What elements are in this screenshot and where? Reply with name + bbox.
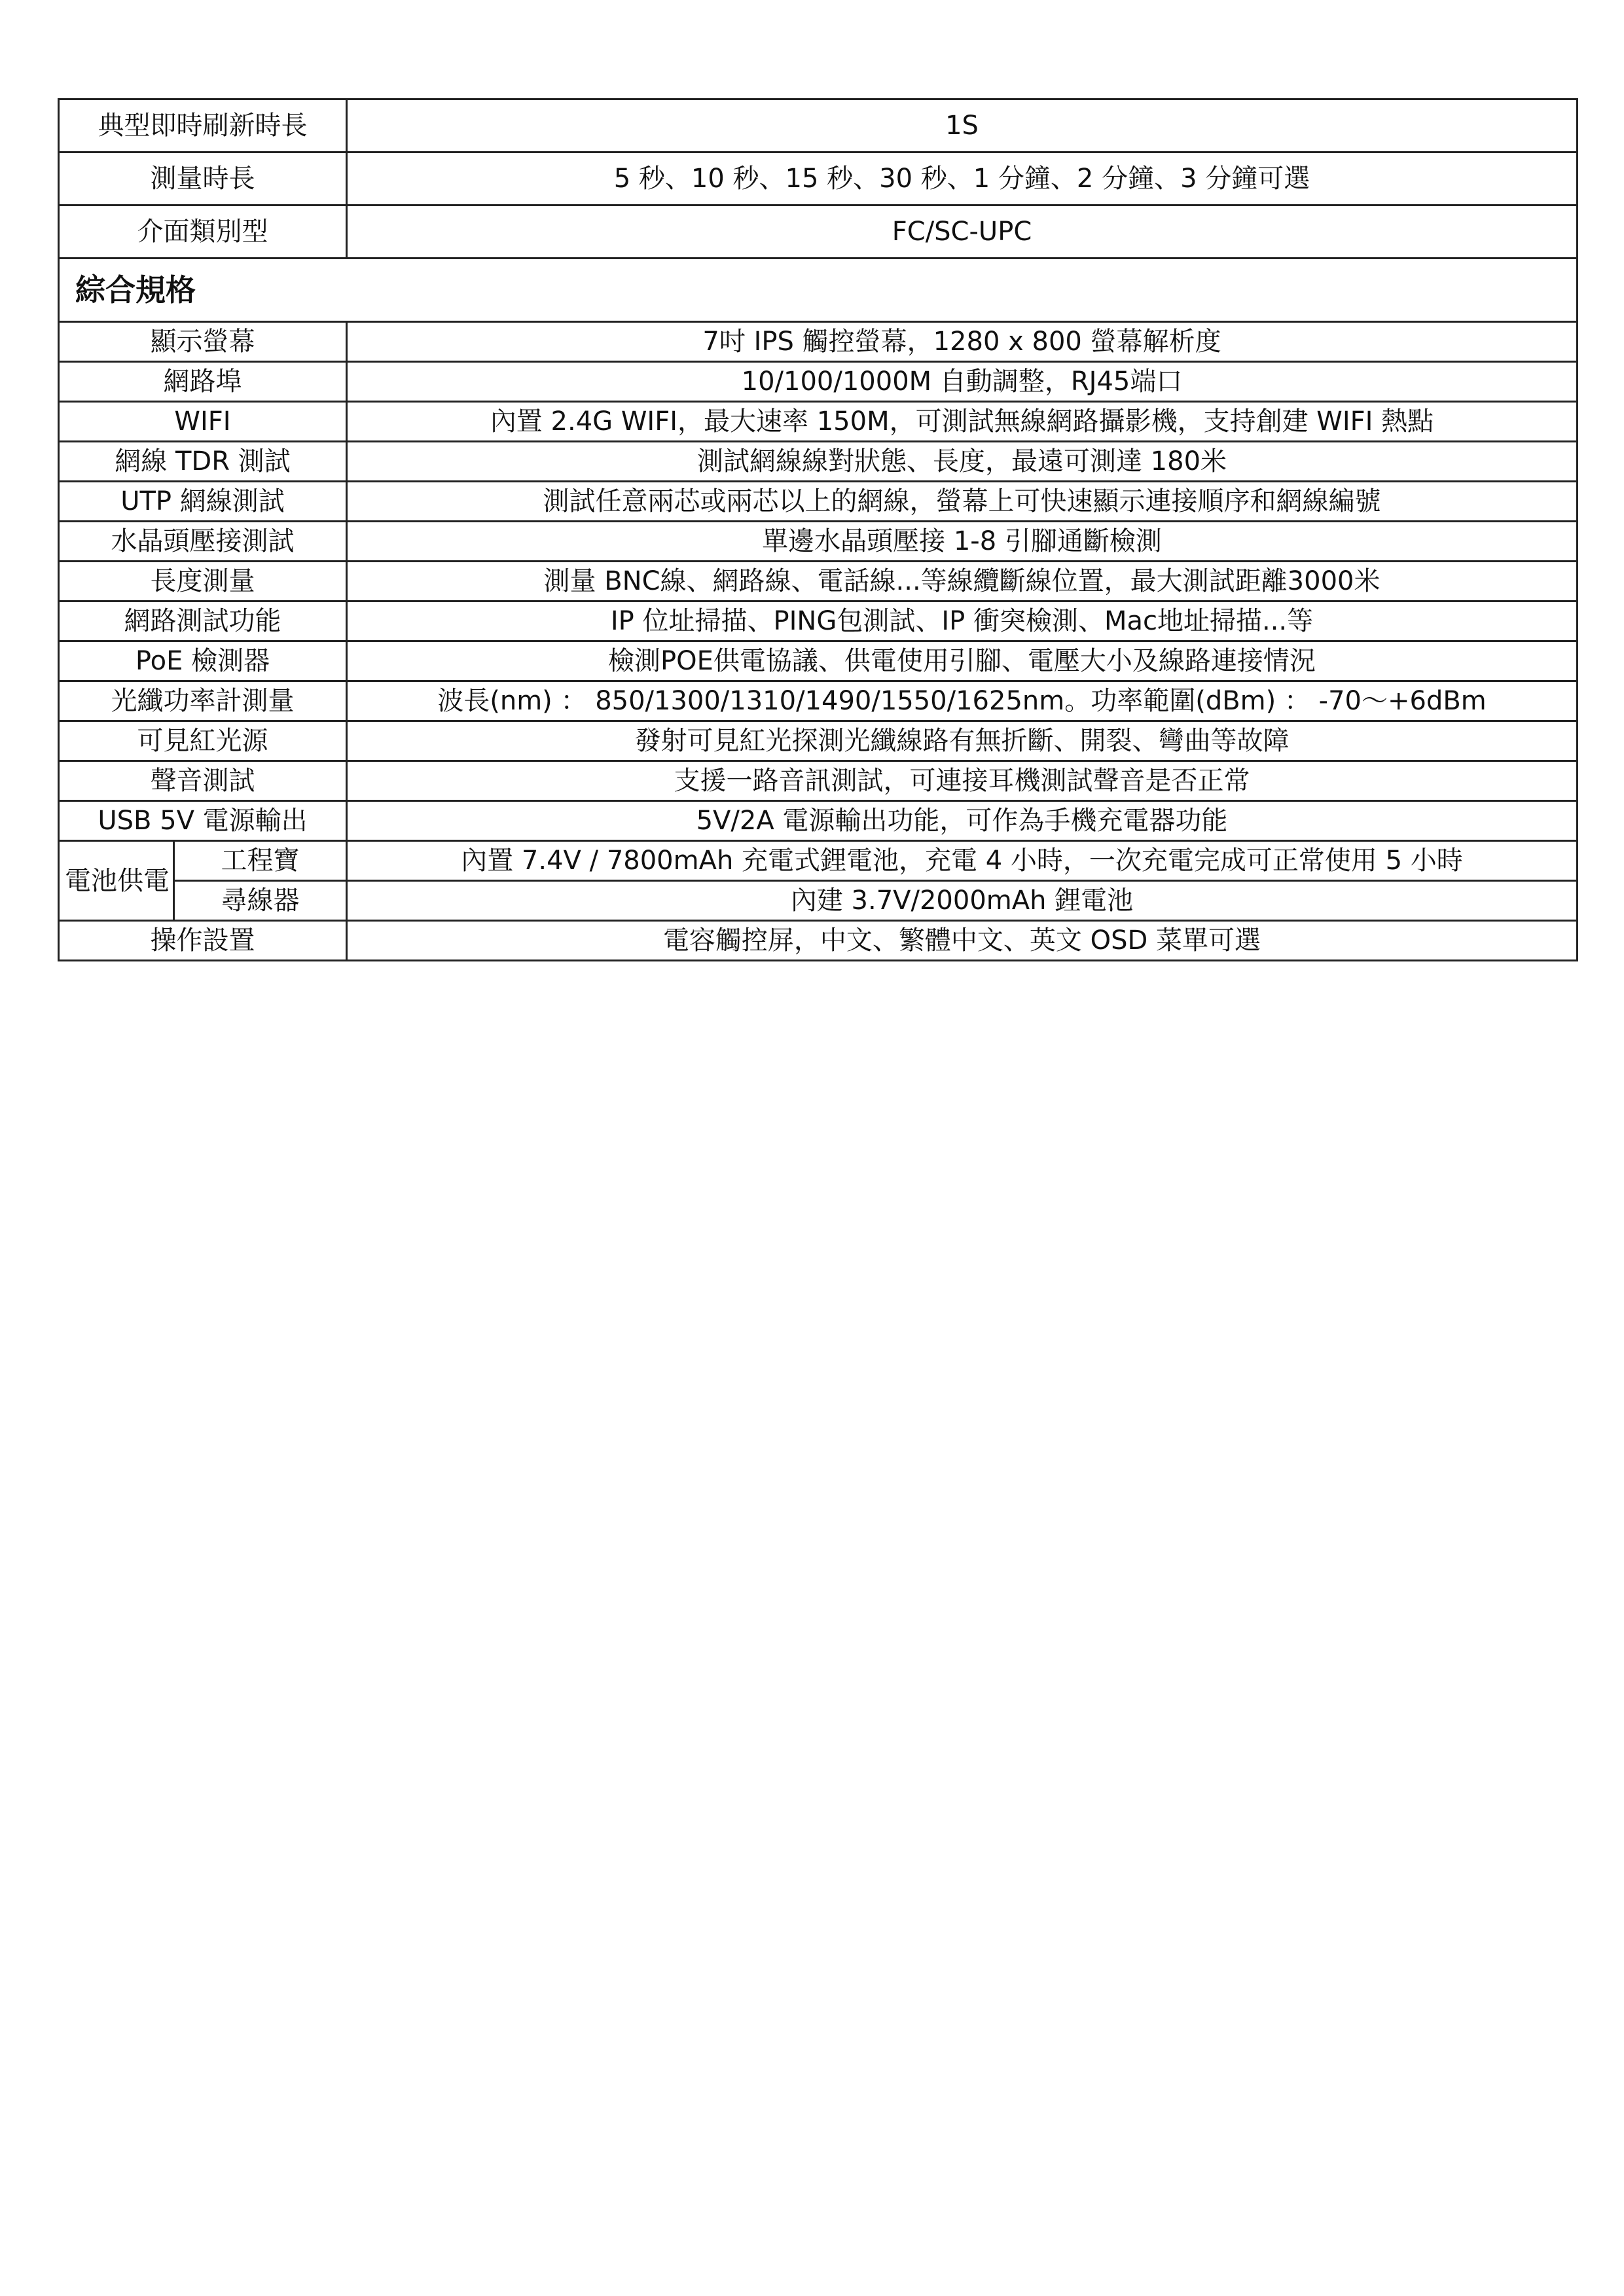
spec-value: 波長(nm) ： 850/1300/1310/1490/1550/1625nm。功率範圍(dBm) ： -70～+6dBm	[347, 681, 1578, 721]
spec-label: 網線 TDR 測試	[59, 442, 347, 482]
table-row	[59, 641, 1578, 681]
table-row	[59, 841, 1578, 881]
table-row	[59, 206, 1578, 259]
spec-value: 發射可見紅光探測光纖線路有無折斷、開裂、彎曲等故障	[347, 721, 1578, 761]
table-row	[59, 322, 1578, 362]
spec-value: 1S	[347, 99, 1578, 152]
table-row	[59, 442, 1578, 482]
table-row	[59, 562, 1578, 601]
spec-label: 操作設置	[59, 921, 347, 961]
spec-value: 10/100/1000M 自動調整，RJ45端口	[347, 362, 1578, 402]
spec-sublabel: 工程寶	[174, 841, 347, 881]
table-row	[59, 761, 1578, 801]
table-row	[59, 482, 1578, 522]
spec-label: 測量時長	[59, 152, 347, 206]
spec-label: WIFI	[59, 402, 347, 442]
spec-value: 7吋 IPS 觸控螢幕，1280 x 800 螢幕解析度	[347, 322, 1578, 362]
table-row	[59, 681, 1578, 721]
table-row	[59, 601, 1578, 641]
spec-label: 介面類別型	[59, 206, 347, 259]
spec-value: 電容觸控屏，中文、繁體中文、英文 OSD 菜單可選	[347, 921, 1578, 961]
spec-table	[58, 98, 1578, 961]
spec-value: 測試任意兩芯或兩芯以上的網線，螢幕上可快速顯示連接順序和網線編號	[347, 482, 1578, 522]
spec-label: 聲音測試	[59, 761, 347, 801]
spec-value: 測量 BNC線、網路線、電話線...等線纜斷線位置，最大測試距離3000米	[347, 562, 1578, 601]
spec-label: 可見紅光源	[59, 721, 347, 761]
table-row	[59, 99, 1578, 152]
spec-value: 檢測POE供電協議、供電使用引腳、電壓大小及線路連接情況	[347, 641, 1578, 681]
spec-label: 網路埠	[59, 362, 347, 402]
table-row	[59, 921, 1578, 961]
spec-label: 長度測量	[59, 562, 347, 601]
spec-value: 內置 2.4G WIFI，最大速率 150M，可測試無線網路攝影機，支持創建 WIFI 熱點	[347, 402, 1578, 442]
spec-value: FC/SC-UPC	[347, 206, 1578, 259]
spec-value: 內建 3.7V/2000mAh 鋰電池	[347, 881, 1578, 921]
table-row	[59, 881, 1578, 921]
spec-value: 測試網線線對狀態、長度，最遠可測達 180米	[347, 442, 1578, 482]
spec-value: 單邊水晶頭壓接 1-8 引腳通斷檢測	[347, 522, 1578, 562]
spec-label: USB 5V 電源輸出	[59, 801, 347, 841]
spec-label: 典型即時刷新時長	[59, 99, 347, 152]
spec-value: 5 秒、10 秒、15 秒、30 秒、1 分鐘、2 分鐘、3 分鐘可選	[347, 152, 1578, 206]
spec-label: 顯示螢幕	[59, 322, 347, 362]
spec-label: UTP 網線測試	[59, 482, 347, 522]
spec-label: PoE 檢測器	[59, 641, 347, 681]
spec-label: 網路測試功能	[59, 601, 347, 641]
spec-value: 5V/2A 電源輸出功能，可作為手機充電器功能	[347, 801, 1578, 841]
section-header-row	[59, 259, 1578, 322]
table-row	[59, 402, 1578, 442]
spec-value: IP 位址掃描、PING包測試、IP 衝突檢測、Mac地址掃描...等	[347, 601, 1578, 641]
spec-label: 水晶頭壓接測試	[59, 522, 347, 562]
battery-label: 電池供電	[59, 841, 174, 921]
spec-value: 支援一路音訊測試，可連接耳機測試聲音是否正常	[347, 761, 1578, 801]
table-row	[59, 522, 1578, 562]
section-title: 綜合規格	[59, 259, 1578, 322]
table-row	[59, 721, 1578, 761]
spec-label: 光纖功率計測量	[59, 681, 347, 721]
table-row	[59, 362, 1578, 402]
spec-sublabel: 尋線器	[174, 881, 347, 921]
table-row	[59, 801, 1578, 841]
spec-value: 內置 7.4V / 7800mAh 充電式鋰電池，充電 4 小時，一次充電完成可正常使用 5 小時	[347, 841, 1578, 881]
table-row	[59, 152, 1578, 206]
